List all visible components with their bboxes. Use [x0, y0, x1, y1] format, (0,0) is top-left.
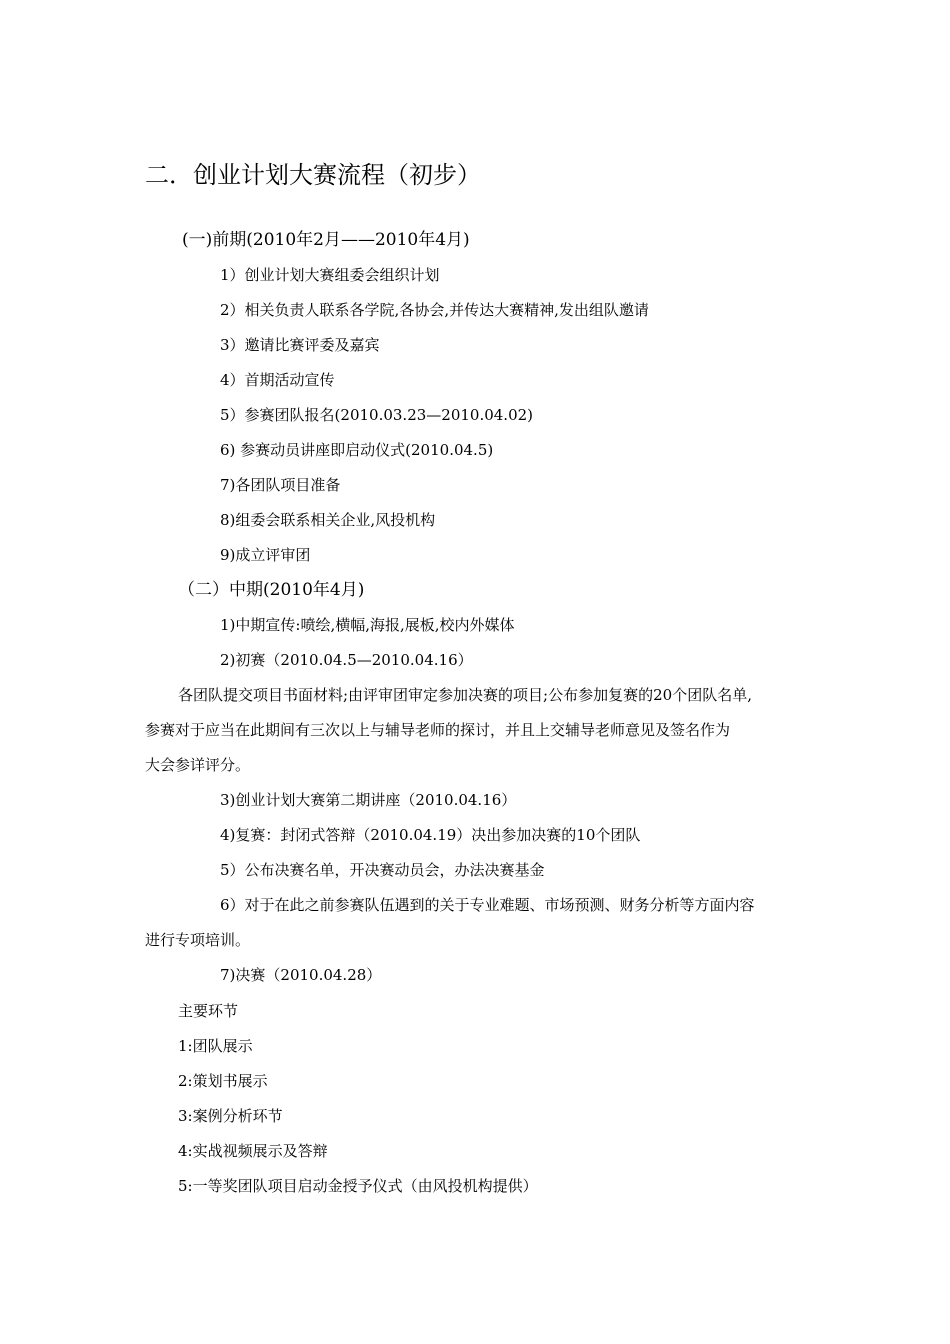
phase1-item: 8)组委会联系相关企业,风投机构 [220, 511, 436, 529]
phase2-item: 2)初赛（2010.04.5—2010.04.16） [220, 651, 473, 669]
page-title: 二．创业计划大赛流程（初步） [145, 161, 481, 189]
phase2-item: 5）公布决赛名单，开决赛动员会，办法决赛基金 [220, 861, 545, 879]
phase1-item: 6) 参赛动员讲座即启动仪式(2010.04.5) [220, 441, 494, 459]
main-step-item: 1:团队展示 [178, 1037, 253, 1055]
main-step-item: 4:实战视频展示及答辩 [178, 1142, 328, 1160]
main-step-item: 5:一等奖团队项目启动金授予仪式（由风投机构提供） [178, 1177, 538, 1195]
phase2-item: 1)中期宣传:喷绘,横幅,海报,展板,校内外媒体 [220, 616, 515, 634]
paragraph-line: 各团队提交项目书面材料;由评审团审定参加决赛的项目;公布参加复赛的20个团队名单, [178, 686, 752, 704]
paragraph-line: 参赛对于应当在此期间有三次以上与辅导老师的探讨，并且上交辅导老师意见及签名作为 [145, 721, 731, 739]
phase1-item: 9)成立评审团 [220, 546, 311, 564]
main-step-item: 2:策划书展示 [178, 1072, 268, 1090]
phase1-heading: (一)前期(2010年2月——2010年4月) [182, 230, 470, 250]
phase1-item: 3）邀请比赛评委及嘉宾 [220, 336, 380, 354]
main-steps-heading: 主要环节 [178, 1002, 239, 1020]
phase1-item: 5）参赛团队报名(2010.03.23—2010.04.02) [220, 406, 534, 424]
phase2-heading: （二）中期(2010年4月) [178, 580, 365, 600]
main-step-item: 3:案例分析环节 [178, 1107, 283, 1125]
phase1-item: 1）创业计划大赛组委会组织计划 [220, 266, 440, 284]
phase1-item: 7)各团队项目准备 [220, 476, 341, 494]
phase1-item: 4）首期活动宣传 [220, 371, 335, 389]
phase2-item: 3)创业计划大赛第二期讲座（2010.04.16） [220, 791, 517, 809]
phase2-item-continuation: 进行专项培训。 [145, 931, 251, 949]
phase2-item: 6）对于在此之前参赛队伍遇到的关于专业难题、市场预测、财务分析等方面内容 [220, 896, 755, 914]
phase1-item: 2）相关负责人联系各学院,各协会,并传达大赛精神,发出组队邀请 [220, 301, 649, 319]
paragraph-line: 大会参详评分。 [145, 756, 251, 774]
phase2-item: 7)决赛（2010.04.28） [220, 966, 382, 984]
phase2-item: 4)复赛：封闭式答辩（2010.04.19）决出参加决赛的10个团队 [220, 826, 641, 844]
